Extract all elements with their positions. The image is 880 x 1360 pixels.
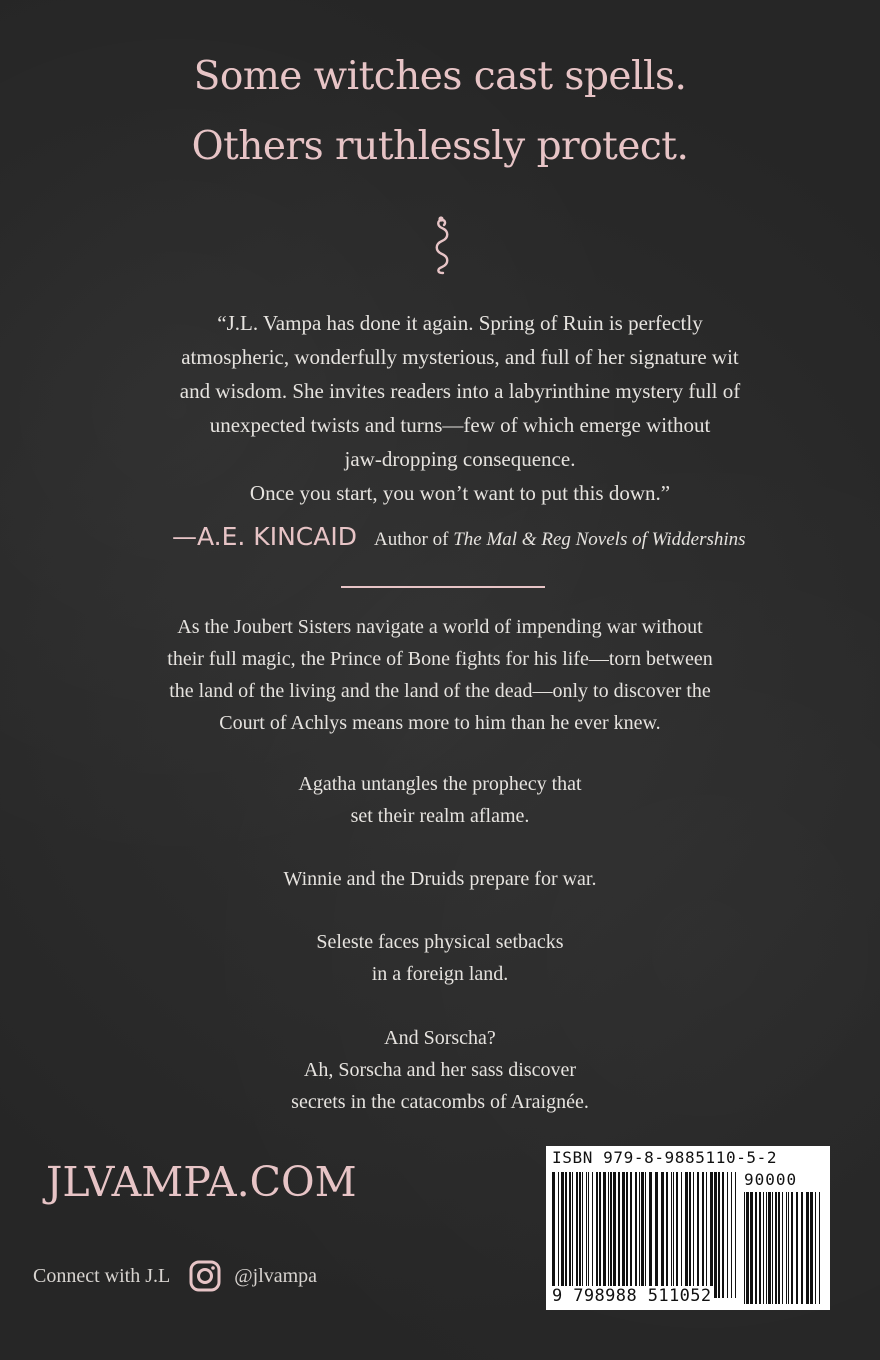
barcode-bar xyxy=(576,1172,578,1298)
barcode-bar xyxy=(671,1172,672,1298)
barcode-bar xyxy=(592,1172,593,1298)
synopsis-line: Seleste faces physical setbacks xyxy=(316,931,564,953)
price-code: 90000 xyxy=(744,1170,798,1189)
barcode-bar xyxy=(676,1172,678,1298)
barcode-bar xyxy=(588,1172,589,1298)
barcode-bar xyxy=(788,1192,789,1304)
barcode-bar xyxy=(815,1192,816,1304)
barcode-addon-bars xyxy=(744,1192,824,1304)
barcode-bar xyxy=(561,1172,564,1298)
barcode-bar xyxy=(746,1192,749,1304)
barcode-bar xyxy=(655,1172,658,1298)
barcode-bar xyxy=(681,1172,682,1298)
barcode-bar xyxy=(744,1192,745,1304)
review-quote xyxy=(110,306,810,510)
barcode-bar xyxy=(801,1192,803,1304)
synopsis-line: the land of the living and the land of the dead—only to discover the xyxy=(169,680,711,702)
barcode-bar xyxy=(626,1172,628,1298)
synopsis-line: As the Joubert Sisters navigate a world of impending war without xyxy=(177,616,703,638)
website-link[interactable]: JLVAMPA.COM xyxy=(46,1158,357,1206)
barcode-bar xyxy=(693,1172,694,1298)
reviewer-role-prefix: Author of xyxy=(374,529,454,550)
barcode-bar xyxy=(579,1172,581,1298)
social-connect xyxy=(33,1258,317,1294)
barcode-bar xyxy=(685,1172,688,1298)
barcode-bar xyxy=(586,1172,587,1298)
barcode-bar xyxy=(791,1192,793,1304)
barcode-bar xyxy=(582,1172,583,1298)
barcode-bar xyxy=(786,1192,787,1304)
instagram-handle[interactable]: @jlvampa xyxy=(234,1264,318,1287)
barcode-bars xyxy=(552,1172,740,1298)
barcode-bar xyxy=(618,1172,620,1298)
barcode-bar xyxy=(819,1192,820,1304)
headline-line-2: Others ruthlessly protect. xyxy=(191,124,689,169)
synopsis-line: Agatha untangles the prophecy that xyxy=(298,773,582,795)
barcode-bar xyxy=(763,1192,764,1304)
quote-line: Once you start, you won’t want to put this down.” xyxy=(249,481,671,505)
synopsis-paragraph-4 xyxy=(90,926,790,990)
barcode-bar xyxy=(810,1192,813,1304)
barcode-bar xyxy=(639,1172,640,1298)
barcode-bar xyxy=(630,1172,632,1298)
barcode-bar xyxy=(558,1172,559,1298)
barcode-bar xyxy=(710,1172,713,1298)
barcode-bar xyxy=(596,1172,598,1298)
section-divider xyxy=(341,586,545,588)
review-attribution xyxy=(172,522,832,551)
barcode-bar xyxy=(768,1192,771,1304)
barcode-bar xyxy=(714,1172,717,1298)
barcode-bar xyxy=(610,1172,612,1298)
isbn-barcode xyxy=(546,1146,830,1310)
synopsis-line: Winnie and the Druids prepare for war. xyxy=(283,868,597,890)
barcode-bar xyxy=(635,1172,637,1298)
synopsis-line: their full magic, the Prince of Bone fights for his life—torn between xyxy=(167,648,713,670)
headline-line-1: Some witches cast spells. xyxy=(193,54,687,99)
barcode-bar xyxy=(666,1172,668,1298)
reviewer-work-title: The Mal & Reg Novels of Widdershins xyxy=(453,529,746,550)
barcode-bar xyxy=(782,1192,783,1304)
synopsis-line: secrets in the catacombs of Araignée. xyxy=(291,1091,589,1113)
synopsis-paragraph-5 xyxy=(90,1022,790,1118)
barcode-bar xyxy=(727,1172,728,1298)
synopsis-paragraph-3 xyxy=(90,863,790,895)
barcode-bar xyxy=(622,1172,625,1298)
quote-line: jaw-dropping consequence. xyxy=(344,447,576,471)
barcode-bar xyxy=(645,1172,646,1298)
quote-line: atmospheric, wonderfully mysterious, and full of her signature wit xyxy=(181,345,739,369)
barcode-bar xyxy=(613,1172,616,1298)
synopsis-line: And Sorscha? xyxy=(384,1027,496,1049)
barcode-bar xyxy=(649,1172,652,1298)
barcode-bar xyxy=(775,1192,777,1304)
barcode-bar xyxy=(722,1172,724,1298)
snake-icon xyxy=(429,214,455,276)
barcode-bar xyxy=(673,1172,674,1298)
barcode-bar xyxy=(750,1192,753,1304)
barcode-bar xyxy=(552,1172,555,1298)
synopsis-line: in a foreign land. xyxy=(371,963,509,985)
barcode-bar xyxy=(731,1172,732,1298)
barcode-bar xyxy=(766,1192,767,1304)
quote-line: “J.L. Vampa has done it again. Spring of Ruin is perfectly xyxy=(217,311,703,335)
barcode-bar xyxy=(772,1192,773,1304)
synopsis-paragraph-2 xyxy=(90,768,790,832)
quote-line: unexpected twists and turns—few of which emerge without xyxy=(209,413,711,437)
barcode-bar xyxy=(661,1172,664,1298)
barcode-bar xyxy=(641,1172,644,1298)
barcode-bar xyxy=(759,1192,761,1304)
connect-label: Connect with J.L xyxy=(33,1264,171,1287)
barcode-bar xyxy=(565,1172,567,1298)
quote-line: and wisdom. She invites readers into a labyrinthine mystery full of xyxy=(179,379,741,403)
instagram-icon[interactable] xyxy=(188,1259,222,1293)
barcode-bar xyxy=(608,1172,609,1298)
barcode-bar xyxy=(689,1172,691,1298)
barcode-bar xyxy=(778,1192,780,1304)
barcode-bar xyxy=(718,1172,720,1298)
barcode-bar xyxy=(706,1172,707,1298)
barcode-bar xyxy=(755,1192,757,1304)
reviewer-name: —A.E. KINCAID xyxy=(172,522,357,551)
headline xyxy=(0,42,880,182)
ean-number: 9 798988 511052 xyxy=(552,1286,712,1306)
barcode-bar xyxy=(702,1172,704,1298)
reviewer-role xyxy=(374,529,746,550)
barcode-bar xyxy=(697,1172,699,1298)
synopsis-paragraph-1 xyxy=(90,611,790,739)
synopsis-line: set their realm aflame. xyxy=(350,805,530,827)
synopsis-line: Ah, Sorscha and her sass discover xyxy=(303,1059,577,1081)
barcode-bar xyxy=(603,1172,606,1298)
barcode-bar xyxy=(599,1172,601,1298)
barcode-bar xyxy=(806,1192,809,1304)
isbn-label: ISBN 979-8-9885110-5-2 xyxy=(552,1148,778,1167)
barcode-bar xyxy=(572,1172,573,1298)
barcode-bar xyxy=(796,1192,798,1304)
barcode-bar xyxy=(735,1172,736,1298)
barcode-bar xyxy=(569,1172,571,1298)
synopsis-line: Court of Achlys means more to him than he ever knew. xyxy=(219,712,661,734)
